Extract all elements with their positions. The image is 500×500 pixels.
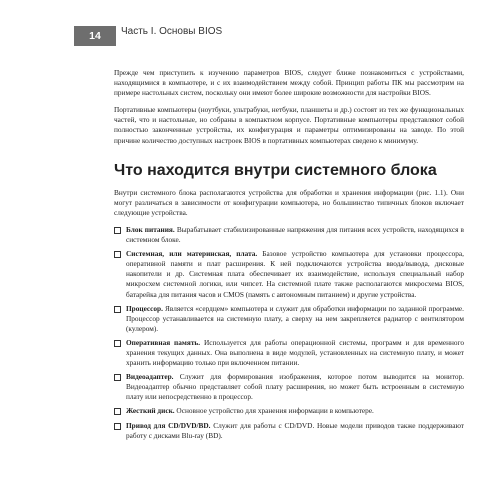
- page-header: [0, 26, 500, 46]
- item-text: Служит для работы с CD/DVD. Новые модели приводов также поддерживают работу с дисками Blu-ray (BD).: [126, 420, 464, 440]
- checkbox-bullet-icon: [114, 306, 121, 313]
- list-item: [114, 406, 464, 416]
- chapter-title: Часть I. Основы BIOS: [121, 26, 223, 37]
- list-item: [114, 338, 464, 368]
- item-text: Служит для формирования изображения, которое потом выводится на монитор. Видеоадаптер обычно представляет собой плату расширения, но может быть встроенным в системную плату или непосредственно в процессор.: [126, 372, 464, 402]
- item-term: Жесткий диск.: [126, 406, 175, 416]
- page-content: [114, 68, 464, 445]
- item-term: Оперативная память.: [126, 337, 201, 347]
- item-term: Привод для CD/DVD/BD.: [126, 420, 211, 430]
- checkbox-bullet-icon: [114, 340, 121, 347]
- item-term: Видеоадаптер.: [126, 372, 174, 382]
- section-title: Что находится внутри системного блока: [114, 161, 437, 179]
- checkbox-bullet-icon: [114, 423, 121, 430]
- list-item: [114, 225, 464, 245]
- intro-paragraph: Внутри системного блока располагаются устройства для обработки и хранения информации (рис. 1.1). Они могут различаться в зависимости от конфигурации компьютера, но большинство типичных блоков включает следующие устройства.: [114, 187, 464, 217]
- item-text: Основное устройство для хранения информации в компьютере.: [174, 406, 374, 416]
- item-term: Системная, или материнская, плата.: [126, 249, 258, 259]
- item-text: Используется для работы операционной системы, программ и для временного хранения текущих данных. Она выполнена в виде модулей, установленных на системную плату, и может хранить информацию только при включенном питании.: [126, 337, 464, 368]
- item-text: Вырабатывает стабилизированные напряжения для питания всех устройств, находящихся в системном блоке.: [126, 224, 464, 245]
- checkbox-bullet-icon: [114, 408, 121, 415]
- checkbox-bullet-icon: [114, 374, 121, 381]
- checkbox-bullet-icon: [114, 227, 121, 234]
- list-item: [114, 421, 464, 441]
- device-list: [114, 225, 464, 441]
- list-item: [114, 249, 464, 299]
- item-text: Является «сердцем» компьютера и служит для обработки информации по заданной программе. Процессор устанавливается на системную плату, а сверху на нем закрепляется радиатор с вентилятором (кулером).: [126, 303, 464, 333]
- list-item: [114, 372, 464, 402]
- list-item: [114, 304, 464, 334]
- page-number: 14: [74, 26, 116, 46]
- checkbox-bullet-icon: [114, 251, 121, 258]
- item-term: Блок питания.: [126, 224, 175, 234]
- item-text: Базовое устройство компьютера для установки процессора, оперативной памяти и плат расширения. К ней подключаются устройства ввода/вывода, дисковые накопители и др. Системная плата обеспечивает их взаимодействие, используя специальный набор микросхем системной логики, или чипсет. На системной плате также располагаются микросхема BIOS, батарейка для питания часов и CMOS (память с автономным питанием) и другие устройства.: [126, 249, 464, 299]
- item-term: Процессор.: [126, 303, 163, 313]
- paragraph-2: Портативные компьютеры (ноутбуки, ультрабуки, нетбуки, планшеты и др.) состоят из тех же функциональных частей, что и настольные, но собраны в компактном корпусе. Портативные компьютеры представляют собой полностью законченные устройства, их конфигурация и параметры оптимизированы на заводе. По этой причине количество доступных настроек BIOS в портативных компьютерах сведено к минимуму.: [114, 105, 464, 145]
- paragraph-1: Прежде чем приступить к изучению параметров BIOS, следует ближе познакомиться с устройствами, находящимися в компьютере, и с их взаимодействием между собой. Принцип работы ПК мы рассмотрим на примере настольных систем, поскольку они имеют более широкие возможности для настройки BIOS.: [114, 68, 464, 98]
